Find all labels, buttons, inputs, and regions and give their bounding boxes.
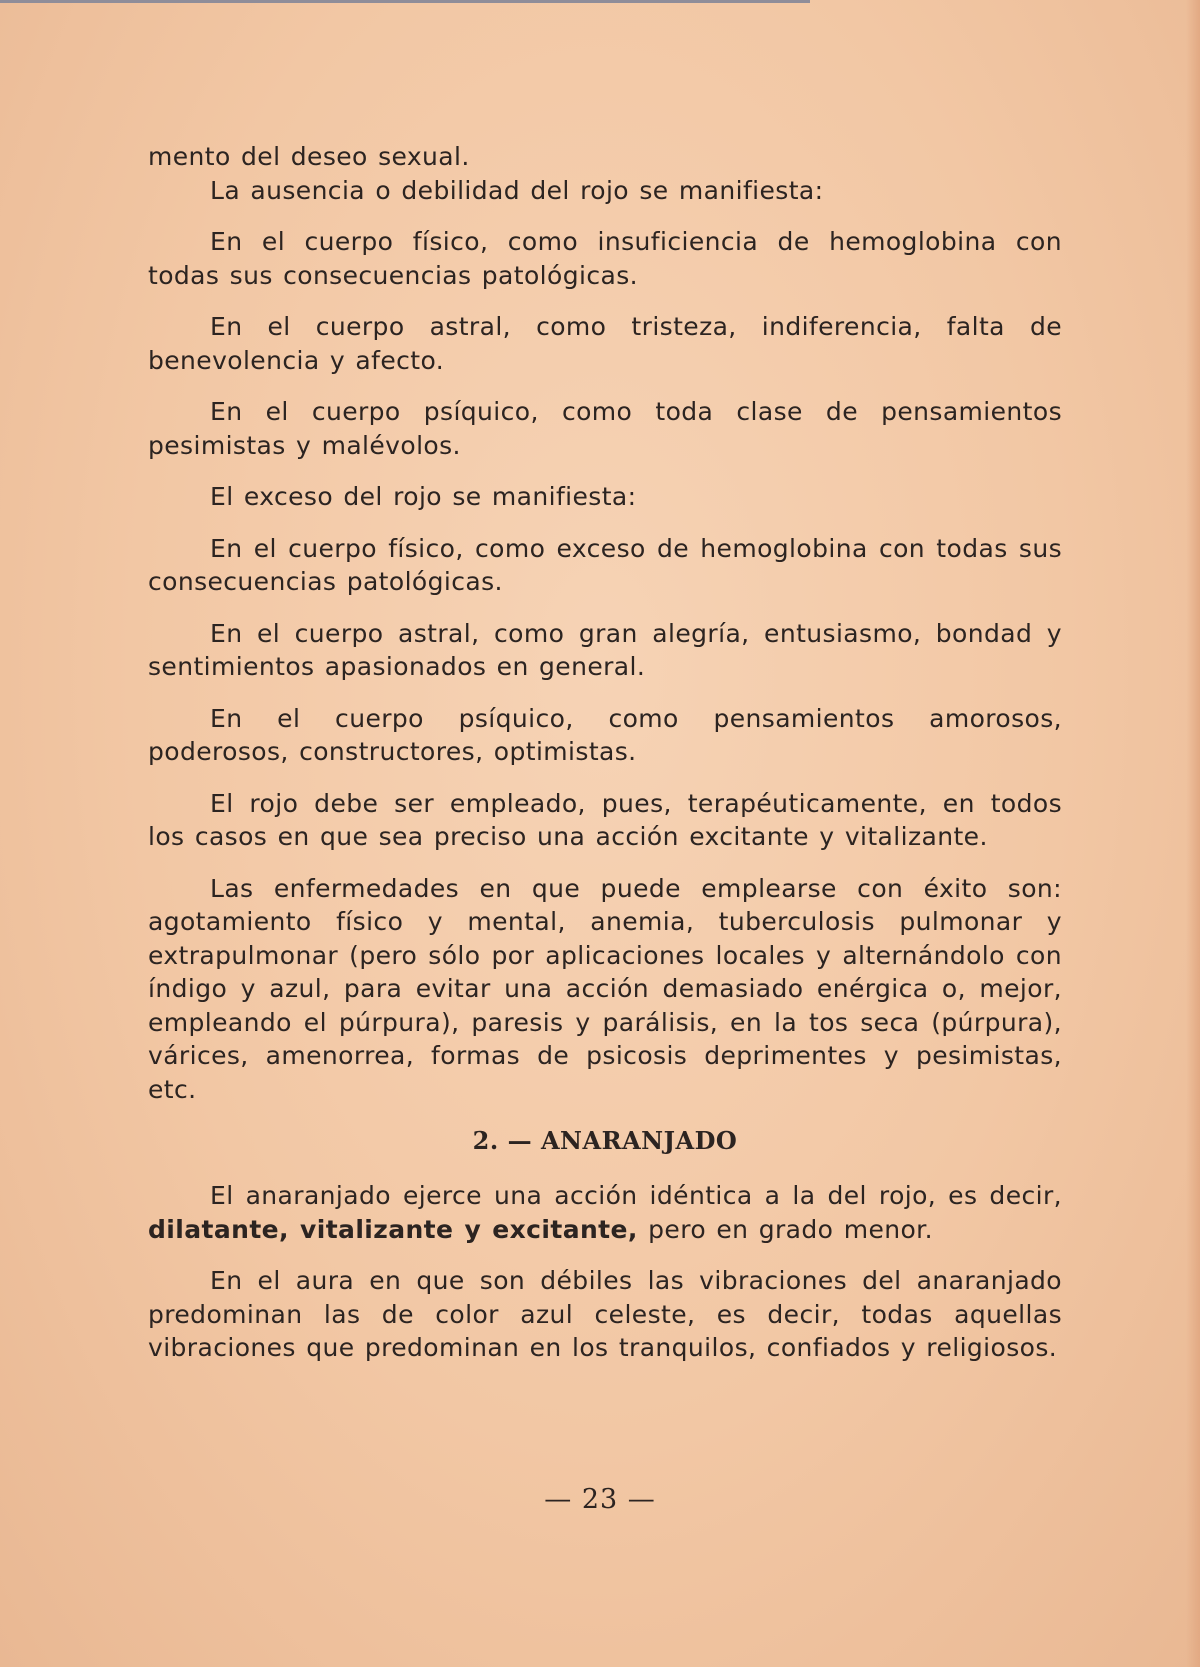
paragraph-orange-action-start: El anaranjado ejerce una acción idéntica a la del rojo, es decir, — [210, 1181, 1062, 1210]
page-number: — 23 — — [544, 1484, 656, 1515]
paragraph-continuation: mento del deseo sexual. — [148, 142, 470, 171]
paragraph-red-excess-astral: En el cuerpo astral, como gran alegría, entusiasmo, bondad y sentimientos apasionados en general. — [148, 618, 1062, 681]
paragraph-orange-action-bold: dilatante, vitalizante y excitante, — [148, 1214, 638, 1244]
page-right-edge — [1186, 0, 1200, 1667]
paragraph-red-therapeutic-use: El rojo debe ser empleado, pues, terapéuticamente, en todos los casos en que sea preciso una acción excitante y vitalizante. — [148, 788, 1062, 851]
paragraph-red-absence-astral: En el cuerpo astral, como tristeza, indiferencia, falta de benevolencia y afecto. — [148, 312, 1062, 375]
paragraph-red-excess-psychic: En el cuerpo psíquico, como pensamientos amorosos, poderosos, constructores, optimistas. — [148, 703, 1062, 766]
paragraph-red-diseases: Las enfermedades en que puede emplearse con éxito son: agotamiento físico y mental, anemia, tuberculosis pulmonar y extrapulmonar (pero sólo por aplicaciones locales y alternándolo con índigo y azul, para evitar una acción demasiado enérgica o, mejor, empleando el púrpura), paresis y parálisis, en la tos seca (púrpura), várices, amenorrea, formas de psicosis deprimentes y pesimistas, etc. — [148, 873, 1062, 1104]
paragraph-red-excess-intro: El exceso del rojo se manifiesta: — [210, 482, 637, 511]
paragraph-red-absence-intro: La ausencia o debilidad del rojo se manifiesta: — [210, 175, 824, 205]
paragraph-orange-action — [148, 1179, 1062, 1246]
paragraph-red-excess-physical: En el cuerpo físico, como exceso de hemoglobina con todas sus consecuencias patológicas. — [148, 533, 1062, 596]
paragraph-red-absence-physical: En el cuerpo físico, como insuficiencia de hemoglobina con todas sus consecuencias patológicas. — [148, 227, 1062, 290]
paragraph-orange-aura: En el aura en que son débiles las vibraciones del anaranjado predominan las de color azul celeste, es decir, todas aquellas vibraciones que predominan en los tranquilos, confiados y religiosos. — [148, 1266, 1062, 1362]
page-body — [148, 140, 1062, 1383]
page-top-edge — [0, 0, 810, 3]
section-heading-anaranjado: 2. — ANARANJADO — [472, 1126, 738, 1155]
paragraph-red-absence-psychic: En el cuerpo psíquico, como toda clase de pensamientos pesimistas y malévolos. — [148, 397, 1062, 460]
paragraph-orange-action-end: pero en grado menor. — [648, 1214, 933, 1244]
